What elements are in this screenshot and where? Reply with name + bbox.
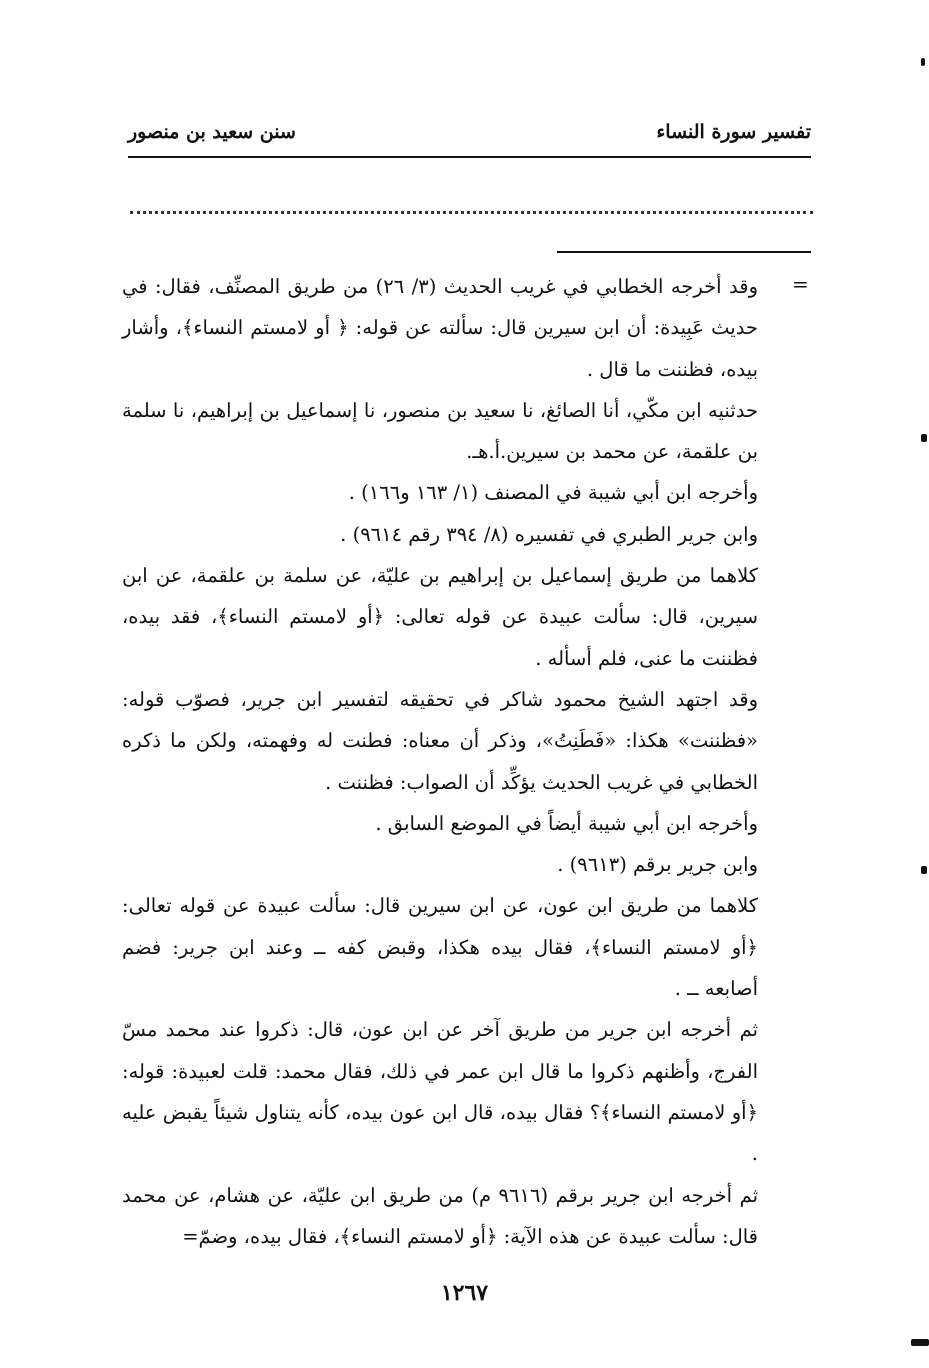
paragraph: وابن جرير الطبري في تفسيره (٨/ ٣٩٤ رقم ٩٦١٤) .	[340, 522, 758, 546]
footnote-rule	[557, 251, 811, 253]
paragraph: كلاهما من طريق ابن عون، عن ابن سيرين قال: سألت عبيدة عن قوله تعالى: ﴿أو لامستم النساء﴾، فقال بيده هكذا، وقبض كفه ــ وعند ابن جرير: فضم أصابعه ــ .	[122, 894, 758, 1001]
paragraph: وقد أخرجه الخطابي في غريب الحديث (٣/ ٢٦) من طريق المصنِّف، فقال: في حديث عَبِيدة: أن ابن سيرين قال: سألته عن قوله: ﴿ أو لامستم النساء﴾، وأشار بيده، فظننت ما قال .	[122, 275, 758, 381]
scan-mark	[911, 1339, 929, 1346]
paragraph: وابن جرير برقم (٩٦١٣) .	[557, 853, 758, 877]
header-rule	[128, 156, 811, 158]
scan-mark	[921, 58, 925, 66]
continuation-mark: =	[792, 272, 809, 296]
paragraph: ثم أخرجه ابن جرير من طريق آخر عن ابن عون، قال: ذكروا عند محمد مسّ الفرج، وأظنهم ذكروا ما قال ابن عمر في ذلك، فقال محمد: قلت لعبيدة: قوله: ﴿أو لامستم النساء﴾؟ فقال بيده، قال ابن عون بيده، كأنه يتناول شيئاً يقبض عليه .	[122, 1018, 758, 1166]
paragraph: كلاهما من طريق إسماعيل بن إبراهيم بن عليّة، عن سلمة بن علقمة، عن ابن سيرين، قال: سألت عبيدة عن قوله تعالى: ﴿أو لامستم النساء﴾، فقد بيده، فظننت ما عنى، فلم أسأله .	[122, 564, 758, 670]
paragraph: وقد اجتهد الشيخ محمود شاكر في تحقيقه لتفسير ابن جرير، فصوّب قوله: «فظننت» هكذا: «فَطَنِتُ»، وذكر أن معناه: فطنت له وفهمته، ولكن ما ذكره الخطابي في غريب الحديث يؤكِّد أن الصواب: فظننت .	[122, 687, 758, 794]
surah-title: تفسير سورة النساء	[656, 121, 811, 143]
dotted-separator	[130, 211, 813, 214]
page-number: ١٢٦٧	[440, 1280, 489, 1306]
paragraph: ثم أخرجه ابن جرير برقم (٩٦١٦ م) من طريق ابن عليّة، عن هشام، عن محمد قال: سألت عبيدة عن هذه الآية: ﴿أو لامستم النساء﴾، فقال بيده، وضمّ=	[122, 1183, 758, 1248]
scan-mark	[921, 434, 927, 442]
book-title: سنن سعيد بن منصور	[128, 121, 296, 143]
paragraph: وأخرجه ابن أبي شيبة أيضاً في الموضع السابق .	[375, 811, 758, 835]
footnote-body	[122, 266, 758, 1316]
running-header	[128, 112, 811, 152]
scan-mark	[921, 866, 927, 874]
paragraph: حدثنيه ابن مكّي، أنا الصائغ، نا سعيد بن منصور، نا إسماعيل بن إبراهيم، نا سلمة بن علقمة، عن محمد بن سيرين.أ.هـ.	[122, 398, 758, 464]
paragraph: وأخرجه ابن أبي شيبة في المصنف (١/ ١٦٣ و١٦٦) .	[348, 481, 758, 505]
